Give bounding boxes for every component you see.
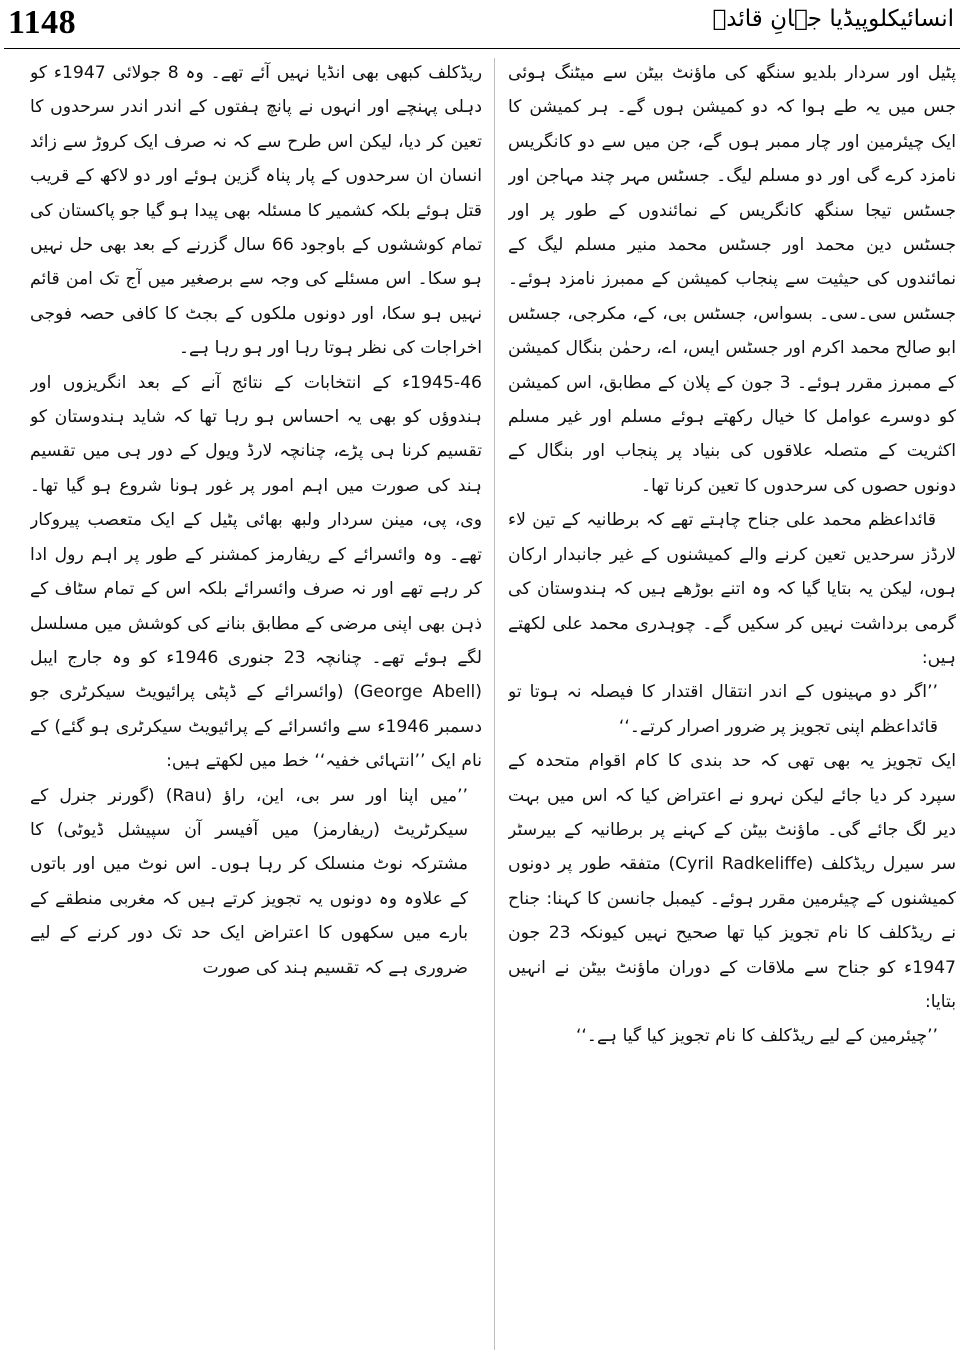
- left-paragraph-2: 1945-46ء کے انتخابات کے نتائج آنے کے بعد انگریزوں اور ہندوؤں کو بھی یہ احساس ہو رہا تھا کہ شاید ہندوستان کو تقسیم کرنا ہی پڑے، چنانچہ لارڈ ویول کے دور ہی میں تقسیم ہند کی صورت میں اہم امور پر غور ہونا شروع ہو گیا تھا۔ وی، پی، مینن سردار ولبھ بھائی پٹیل کے ایک متعصب پیروکار تھے۔ وہ وائسرائے کے ریفارمز کمشنر کے طور پر اہم رول ادا کر رہے تھے اور نہ صرف وائسرائے بلکہ اس کے تمام سٹاف کے ذہن بھی اپنی مرضی کے مطابق بنانے کی کوشش میں مسلسل لگے ہوئے تھے۔ چنانچہ 23 جنوری 1946ء کو وہ جارج ایبل (George Abell) (وائسرائے کے ڈپٹی پرائیویٹ سیکرٹری جو دسمبر 1946ء سے وائسرائے کے پرائیویٹ سیکرٹری ہو گئے) کے نام ایک ’’انتہائی خفیہ‘‘ خط میں لکھتے ہیں:: [30, 372, 482, 772]
- right-quote-1: ’’اگر دو مہینوں کے اندر انتقال اقتدار کا فیصلہ نہ ہوتا تو قائداعظم اپنی تجویز پر ضرور اصرار کرتے۔‘‘: [508, 682, 938, 737]
- running-title: انسائیکلوپیڈیا جہانِ قائدؒ: [712, 6, 954, 32]
- right-paragraph-3: ایک تجویز یہ بھی تھی کہ حد بندی کا کام اقوام متحدہ کے سپرد کر دیا جائے لیکن نہرو نے اعتراض کیا کہ اس میں بہت دیر لگ جائے گی۔ ماؤنٹ بیٹن کے کہنے پر برطانیہ کے بیرسٹر سر سیرل ریڈکلف (Cyril Radkeliffe) متفقہ طور پر دونوں کمیشنوں کے چیئرمین مقرر ہوئے۔ کیمبل جانسن کا کہنا: جناح نے ریڈکلف کا نام تجویز کیا تھا صحیح نہیں کیونکہ 23 جون 1947ء کو جناح سے ملاقات کے دوران ماؤنٹ بیٹن نے انہیں بتایا:: [508, 751, 956, 1012]
- page-number: 1148: [8, 4, 77, 41]
- left-quote: ’’میں اپنا اور سر بی، این، راؤ (Rau) (گورنر جنرل کے سیکرٹریٹ (ریفارمز) میں آفیسر آن سپیشل ڈیوٹی) کا مشترکہ نوٹ منسلک کر رہا ہوں۔ اس نوٹ میں اور باتوں کے علاوہ وہ دونوں یہ تجویز کرتے ہیں کہ مغربی منطقے کے بارے میں سکھوں کا اعتراض ایک حد تک دور کرنے کے لیے ضروری ہے کہ تقسیم ہند کی صورت: [30, 785, 468, 978]
- left-column: [30, 56, 482, 1354]
- right-paragraph-2: قائداعظم محمد علی جناح چاہتے تھے کہ برطانیہ کے تین لاء لارڈز سرحدیں تعین کرنے والے کمیشنوں کے غیر جانبدار ارکان ہوں، لیکن یہ بتایا گیا کہ وہ اتنے بوڑھے ہیں کہ ہندوستان کی گرمی برداشت نہیں کر سکیں گے۔ چوہدری محمد علی لکھتے ہیں:: [508, 510, 956, 668]
- right-paragraph-1: پٹیل اور سردار بلدیو سنگھ کی ماؤنٹ بیٹن سے میٹنگ ہوئی جس میں یہ طے ہوا کہ دو کمیشن ہوں گے۔ ہر کمیشن کا ایک چیئرمین اور چار ممبر ہوں گے، جن میں سے دو کانگریس نامزد کرے گی اور دو مسلم لیگ۔ جسٹس مہر چند مہاجن اور جسٹس تیجا سنگھ کانگریس کے نمائندوں کے طور پر اور جسٹس دین محمد اور جسٹس محمد منیر مسلم لیگ کے نمائندوں کی حیثیت سے پنجاب کمیشن کے ممبرز نامزد ہوئے۔ جسٹس سی۔سی۔ بسواس، جسٹس بی، کے، مکرجی، جسٹس ابو صالح محمد اکرم اور جسٹس ایس، اے، رحمٰن بنگال کمیشن کے ممبرز مقرر ہوئے۔ 3 جون کے پلان کے مطابق، اس کمیشن کو دوسرے عوامل کا خیال رکھتے ہوئے مسلم اور غیر مسلم اکثریت کے متصلہ علاقوں کی بنیاد پر پنجاب اور بنگال کے دونوں حصوں کی سرحدوں کا تعین کرنا تھا۔: [508, 63, 956, 496]
- header-rule: [4, 48, 960, 49]
- left-paragraph-1: ریڈکلف کبھی بھی انڈیا نہیں آئے تھے۔ وہ 8 جولائی 1947ء کو دہلی پہنچے اور انہوں نے پانچ ہفتوں کے اندر اندر سرحدوں کا تعین کر دیا، لیکن اس طرح سے کہ نہ صرف ایک کروڑ سے زائد انسان ان سرحدوں کے پار پناہ گزین ہوئے اور دو لاکھ کے قریب قتل ہوئے بلکہ کشمیر کا مسئلہ بھی پیدا ہو گیا جو پاکستان کی تمام کوششوں کے باوجود 66 سال گزرنے کے بعد بھی حل نہیں ہو سکا۔ اس مسئلے کی وجہ سے برصغیر میں آج تک امن قائم نہیں ہو سکا، اور دونوں ملکوں کے بجٹ کا کافی حصہ فوجی اخراجات کی نظر ہوتا رہا اور ہو رہا ہے۔: [30, 63, 482, 359]
- right-column: [508, 56, 956, 1354]
- right-quote-2: ’’چیئرمین کے لیے ریڈکلف کا نام تجویز کیا گیا ہے۔‘‘: [575, 1026, 938, 1047]
- column-divider: [494, 58, 495, 1350]
